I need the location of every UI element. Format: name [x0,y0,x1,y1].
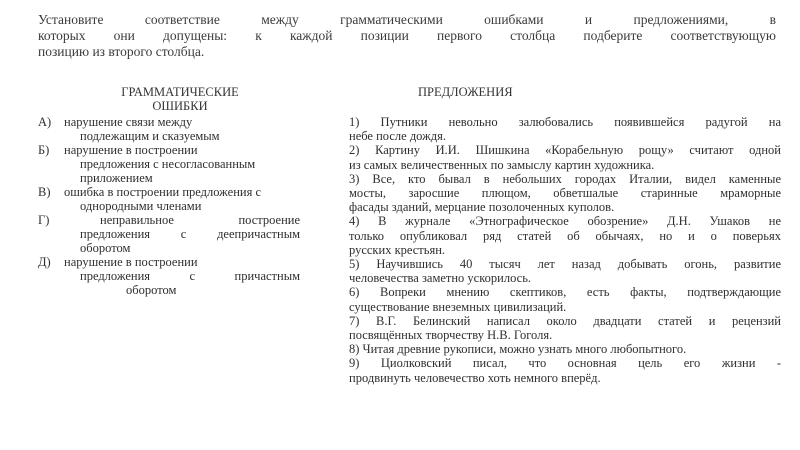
error-label: Г) [38,213,50,227]
sentence-line: фасады зданий, мерцание позолоченных куполов. [349,200,615,215]
error-text-line: нарушение в построении [64,255,198,269]
sentence-line: только опубликовал ряд статей об обычаях, но и о поверьях [349,228,781,243]
sentence-line: 2) Картину И.И. Шишкина «Корабельную рощу» считают одной [349,143,781,158]
error-label: В) [38,185,51,199]
sentence-item-9 [349,356,781,384]
instruction-line: Установите соответствие между грамматическими ошибками и предложениями, в [38,12,776,27]
error-text-line: нарушение в построении [64,143,198,157]
error-item-a [38,115,300,143]
sentence-line: небе после дождя. [349,129,446,144]
error-item-g [38,213,300,255]
sentence-line: из самых величественных по замыслу картин художника. [349,157,655,172]
sentence-item-5 [349,257,781,285]
sentence-line: мосты, заросшие плющом, обветшалые старинные мраморные [349,186,781,201]
error-item-v [38,185,300,213]
error-label: Б) [38,143,50,157]
sentence-item-6 [349,285,781,313]
sentence-line: существование внеземных цивилизаций. [349,299,567,314]
sentences-column-header: ПРЕДЛОЖЕНИЯ [418,85,513,99]
sentence-line: 4) В журнале «Этнографическое обозрение» Д.Н. Ушаков не [349,214,781,229]
error-item-d [38,255,300,297]
sentences-list [349,115,781,385]
error-text-line: нарушение связи между [64,115,193,129]
sentence-line: человечества заметно ускорилось. [349,271,532,286]
error-text-line: ошибка в построении предложения с [64,185,261,199]
sentence-line: 5) Научившись 40 тысяч лет назад добывать огонь, развитие [349,257,781,272]
sentence-line: 9) Циолковский писал, что основная цель его жизни - [349,356,781,371]
error-label: А) [38,115,52,129]
instruction-line: которых они допущены: к каждой позиции первого столбца подберите соответствующую [38,28,776,43]
sentence-item-1 [349,115,781,143]
sentence-line: 7) В.Г. Белинский написал около двадцати статей и рецензий [349,313,781,328]
error-text-line: подлежащим и сказуемым [80,129,220,143]
error-text-line: приложением [80,171,153,185]
errors-header-line: ГРАММАТИЧЕСКИЕ [121,85,239,99]
sentence-item-7 [349,314,781,342]
sentence-item-3 [349,172,781,215]
error-text-line: предложения с несогласованным [80,157,256,171]
error-text-line: однородными членами [80,199,202,213]
sentence-line: 3) Все, кто бывал в небольших городах Италии, видел каменные [349,171,781,186]
error-item-b [38,143,300,185]
error-text-line: неправильное построение [100,213,300,227]
sentence-line: 1) Путники невольно залюбовались появившейся радугой на [349,115,781,129]
errors-column-header [70,85,290,113]
task-instruction [38,12,776,60]
sentence-item-8 [349,342,781,356]
sentence-item-4 [349,214,781,257]
errors-header-line: ОШИБКИ [152,99,208,113]
error-label: Д) [38,255,51,269]
sentence-line: русских крестьян. [349,242,446,257]
error-text-line: оборотом [80,241,131,255]
sentence-line: 8) Читая древние рукописи, можно узнать много любопытного. [349,342,687,357]
errors-list [38,115,300,297]
instruction-line: позицию из второго столбца. [38,44,205,59]
error-text-line: оборотом [126,283,177,297]
sentence-line: 6) Вопреки мнению скептиков, есть факты, подтверждающие [349,285,781,300]
error-text-line: предложения с причастным [80,269,300,283]
sentence-line: посвящённых творчеству Н.В. Гоголя. [349,328,553,343]
error-text-line: предложения с деепричастным [80,227,300,241]
sentence-item-2 [349,143,781,171]
sentence-line: продвинуть человечество хоть немного вперёд. [349,370,601,385]
